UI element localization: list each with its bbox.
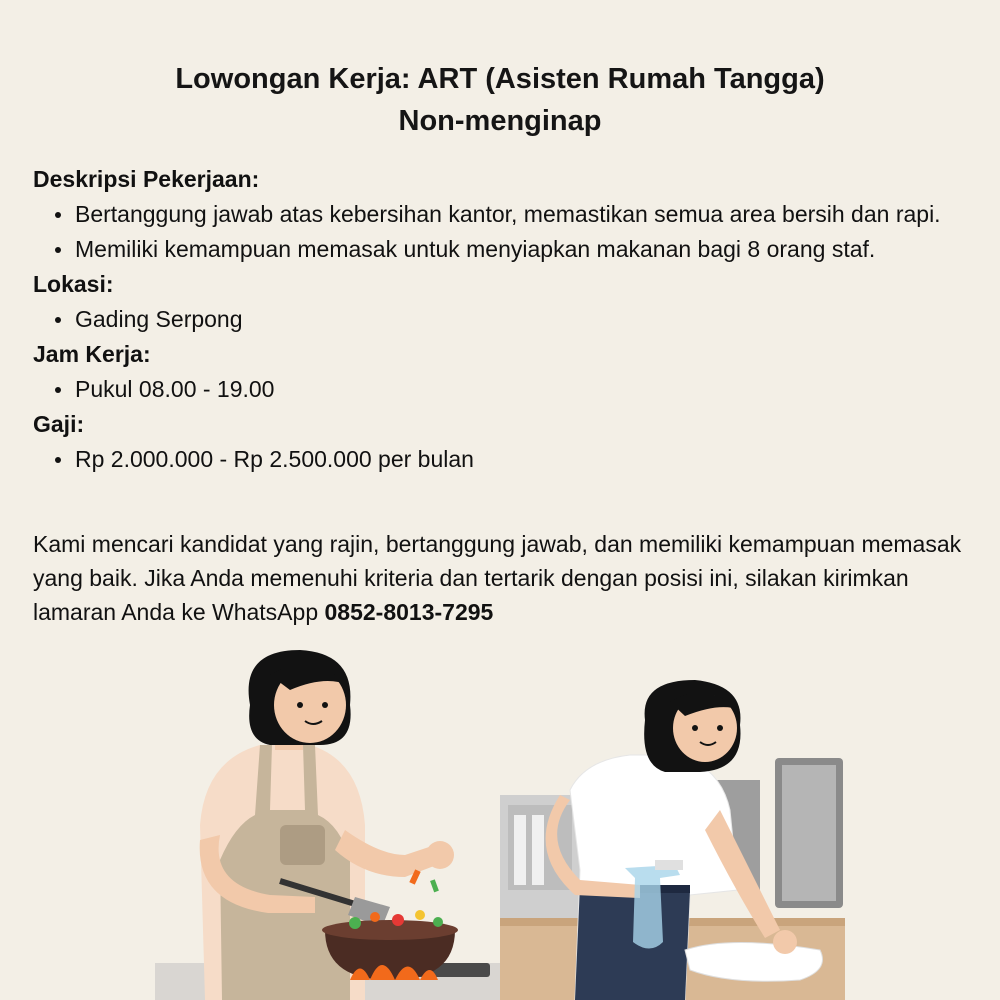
section-salary (33, 407, 978, 477)
job-details (33, 162, 978, 477)
vegetable-icon (349, 917, 361, 929)
section-description (33, 162, 978, 267)
section-heading: Lokasi: (33, 271, 114, 297)
list-item: Pukul 08.00 - 19.00 (75, 372, 978, 407)
bullet-list (33, 197, 978, 267)
cooking-woman-illustration (150, 645, 500, 1000)
section-heading: Gaji: (33, 411, 85, 437)
bullet-list (33, 442, 978, 477)
spray-nozzle (655, 860, 683, 870)
list-item: Memiliki kemampuan memasak untuk menyiapkan makanan bagi 8 orang staf. (75, 232, 978, 267)
section-heading: Deskripsi Pekerjaan: (33, 166, 260, 192)
list-item: Rp 2.000.000 - Rp 2.500.000 per bulan (75, 442, 978, 477)
paragraph-text: Kami mencari kandidat yang rajin, bertanggung jawab, dan memiliki kemampuan memasak yang baik. Jika Anda memenuhi kriteria dan tertarik dengan posisi ini, silakan kirimkan lamaran Anda ke WhatsApp (33, 531, 962, 625)
title-line-1: Lowongan Kerja: ART (Asisten Rumah Tangga) (175, 63, 825, 95)
hand (773, 930, 797, 954)
eye-icon (717, 725, 723, 731)
apron-pocket (280, 825, 325, 865)
eye-icon (692, 725, 698, 731)
list-item: Gading Serpong (75, 302, 978, 337)
whatsapp-number: 0852-8013-7295 (324, 599, 494, 625)
call-to-action-paragraph (33, 527, 978, 629)
section-location (33, 267, 978, 337)
trousers (575, 885, 690, 1000)
binder-icon (514, 815, 526, 885)
section-heading: Jam Kerja: (33, 341, 151, 367)
flying-vegetable-icon (430, 879, 439, 892)
vegetable-icon (370, 912, 380, 922)
vegetable-icon (415, 910, 425, 920)
binder-icon (532, 815, 544, 885)
vegetable-icon (433, 917, 443, 927)
monitor-screen (782, 765, 836, 901)
title-line-2: Non-menginap (398, 105, 602, 137)
list-item: Bertanggung jawab atas kebersihan kantor, memastikan semua area bersih dan rapi. (75, 197, 978, 232)
cleaning-woman-illustration (500, 680, 845, 1000)
hand (426, 841, 454, 869)
bullet-list (33, 302, 978, 337)
eye-icon (322, 702, 328, 708)
eye-icon (297, 702, 303, 708)
bullet-list (33, 372, 978, 407)
vegetable-icon (392, 914, 404, 926)
section-hours (33, 337, 978, 407)
poster-title (0, 58, 1000, 142)
